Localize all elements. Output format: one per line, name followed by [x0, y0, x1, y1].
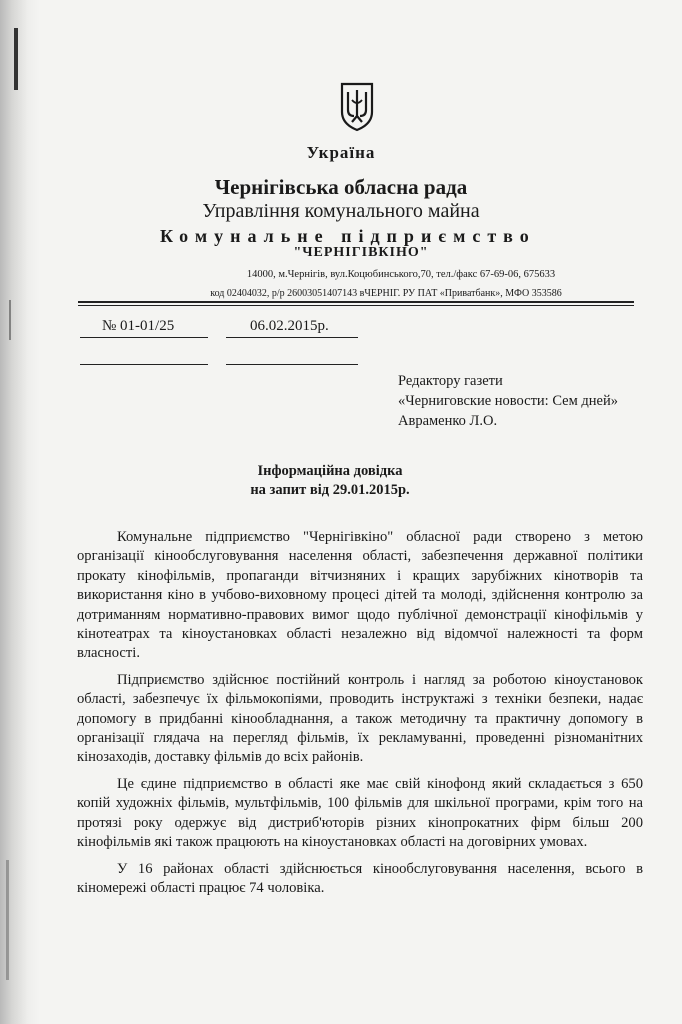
addressee-block — [398, 371, 618, 431]
enterprise-address: 14000, м.Чернігів, вул.Коцюбинського,70, тел./факс 67-69-06, 675633 — [246, 269, 556, 280]
blank-underline — [80, 364, 208, 365]
title-line: на запит від 29.01.2015р. — [250, 482, 410, 498]
document-date: 06.02.2015р. — [250, 318, 329, 334]
addressee-line: «Черниговские новости: Сем дней» — [398, 393, 618, 409]
department-name: Управління комунального майна — [202, 200, 480, 222]
document-number: № 01-01/25 — [102, 318, 175, 334]
body-paragraph: Комунальне підприємство "Чернігівкіно" обласної ради створено з метою організації кінообслуговування населення області, забезпечення державної політики прокату кінофільмів, пропаганди вітчизняних і кращих зарубіжних кінотворів та використання кіно в учбово-виховному процесі дітей та молоді, здійснення контролю за дотриманням нормативно-правових вимог щодо публічної демонстрації кінофільмів у кінотеатрах та кіноустановках області незалежно від відомчої належності та форм власності. — [77, 529, 643, 662]
document-title — [180, 462, 480, 500]
enterprise-type: Комунальне підприємство — [160, 226, 536, 246]
scan-artifact-mark — [6, 860, 9, 980]
scan-artifact-mark — [9, 300, 11, 340]
title-line: Інформаційна довідка — [257, 463, 403, 479]
header-divider — [78, 301, 634, 303]
blank-underline — [226, 364, 358, 365]
trident-coat-of-arms-icon — [340, 82, 374, 132]
body-paragraph: Це єдине підприємство в області яке має свій кінофонд який складається з 650 копій художніх фільмів, мультфільмів, 100 фільмів для шкільної програми, крім того на протязі року одержує від дистриб'юторів різних кінопрокатних фірм більш 200 кінофільмів які також працюють на кіноустановках області на договірних умовах. — [77, 775, 643, 851]
addressee-line: Редактору газети — [398, 373, 503, 389]
body-paragraph: У 16 районах області здійснюється кінообслуговування населення, всього в кіномережі області працює 74 чоловіка. — [77, 860, 643, 896]
scan-artifact-mark — [14, 28, 18, 90]
addressee-line: Авраменко Л.О. — [398, 413, 498, 429]
header-divider — [78, 305, 634, 306]
number-underline — [80, 337, 208, 338]
bank-details: код 02404032, р/р 26003051407143 вЧЕРНІГ. РУ ПАТ «Приватбанк», МФО 353586 — [210, 288, 562, 299]
document-body — [77, 528, 643, 905]
enterprise-name: "ЧЕРНІГІВКІНО" — [293, 245, 429, 260]
country-name: Україна — [306, 143, 376, 162]
date-underline — [226, 337, 358, 338]
body-paragraph: Підприємство здійснює постійний контроль і нагляд за роботою кіноустановок області, забезпечує їх фільмокопіями, проводить інструктажі з техніки безпеки, надає допомогу в придбанні кінообладнання, а також методичну та практичну допомогу в організації глядача на перегляд фільмів, їх рекламуванні, проведенні різноманітних кінозаходів, доставку фільмів до всіх районів. — [77, 671, 643, 766]
council-name: Чернігівська обласна рада — [214, 175, 468, 199]
